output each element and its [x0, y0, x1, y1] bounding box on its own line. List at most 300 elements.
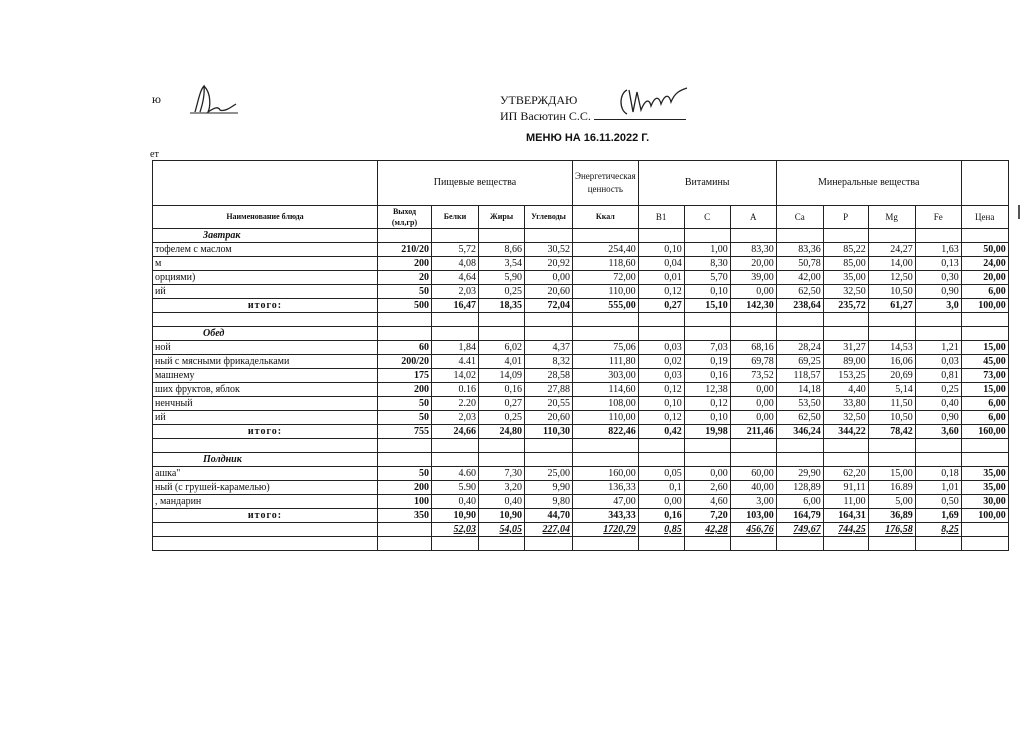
- total-cell: 100,00: [961, 509, 1008, 523]
- table-cell: 69,25: [776, 355, 823, 369]
- table-cell: 14,09: [479, 369, 525, 383]
- blank-cell: [868, 327, 915, 341]
- table-cell: 73,00: [961, 369, 1008, 383]
- total-cell: 238,64: [776, 299, 823, 313]
- grand-total-cell: 176,58: [868, 523, 915, 537]
- table-cell: 24,00: [961, 257, 1008, 271]
- table-cell: 303,00: [573, 369, 639, 383]
- blank-cell: [730, 327, 776, 341]
- table-row: [153, 285, 1009, 299]
- approver-left-fragment: ю: [152, 92, 161, 106]
- table-cell: 6,02: [479, 341, 525, 355]
- table-cell: 108,00: [573, 397, 639, 411]
- col-carbs: Углеводы: [525, 206, 573, 229]
- total-row: [153, 299, 1009, 313]
- blank-cell: [961, 161, 1008, 206]
- total-cell: 755: [378, 425, 432, 439]
- blank-cell: [432, 229, 479, 243]
- grand-total-cell: 8,25: [915, 523, 961, 537]
- table-cell: 75,06: [573, 341, 639, 355]
- grand-total-cell: [153, 523, 378, 537]
- blank-cell: [823, 327, 868, 341]
- grand-total-cell: 456,76: [730, 523, 776, 537]
- table-row: [153, 467, 1009, 481]
- dish-name: ный с мясными фрикадельками: [153, 355, 378, 369]
- col-fat: Жиры: [479, 206, 525, 229]
- total-cell: 7,20: [684, 509, 730, 523]
- table-cell: 42,00: [776, 271, 823, 285]
- table-cell: 16,06: [868, 355, 915, 369]
- blank-cell: [730, 229, 776, 243]
- table-cell: 27,88: [525, 383, 573, 397]
- table-cell: 128,89: [776, 481, 823, 495]
- table-cell: 9,90: [525, 481, 573, 495]
- table-cell: 0,81: [915, 369, 961, 383]
- table-cell: 0,40: [479, 495, 525, 509]
- table-row: [153, 369, 1009, 383]
- total-cell: 142,30: [730, 299, 776, 313]
- blank-cell: [684, 537, 730, 551]
- grand-total-cell: 52,03: [432, 523, 479, 537]
- total-cell: 164,79: [776, 509, 823, 523]
- table-cell: 4,08: [432, 257, 479, 271]
- approver-name: ИП Васютин С.С.: [500, 109, 591, 123]
- blank-cell: [915, 453, 961, 467]
- table-cell: 20,60: [525, 285, 573, 299]
- table-row: [153, 411, 1009, 425]
- table-cell: 39,00: [730, 271, 776, 285]
- total-cell: 211,46: [730, 425, 776, 439]
- table-cell: 32,50: [823, 411, 868, 425]
- total-cell: 110,30: [525, 425, 573, 439]
- table-cell: 0,40: [432, 495, 479, 509]
- col-a: A: [730, 206, 776, 229]
- grand-total-cell: [961, 523, 1008, 537]
- dish-name: ный (с грушей-карамелью): [153, 481, 378, 495]
- blank-cell: [525, 327, 573, 341]
- dish-name: ной: [153, 341, 378, 355]
- blank-cell: [776, 229, 823, 243]
- edge-mark: [1018, 205, 1020, 219]
- blank-cell: [961, 453, 1008, 467]
- table-cell: 210/20: [378, 243, 432, 257]
- table-cell: 20: [378, 271, 432, 285]
- table-cell: 14,53: [868, 341, 915, 355]
- table-cell: 0,00: [638, 495, 684, 509]
- dish-name: орциями): [153, 271, 378, 285]
- table-cell: 7,30: [479, 467, 525, 481]
- blank-cell: [684, 327, 730, 341]
- total-cell: 24,80: [479, 425, 525, 439]
- table-cell: 2.20: [432, 397, 479, 411]
- total-cell: 344,22: [823, 425, 868, 439]
- blank-cell: [432, 439, 479, 453]
- table-cell: 62,20: [823, 467, 868, 481]
- table-cell: 114,60: [573, 383, 639, 397]
- blank-cell: [638, 313, 684, 327]
- table-cell: 0,19: [684, 355, 730, 369]
- table-cell: 118,57: [776, 369, 823, 383]
- table-cell: 6,00: [961, 397, 1008, 411]
- blank-cell: [153, 313, 378, 327]
- table-cell: 110,00: [573, 411, 639, 425]
- table-cell: 0,12: [684, 397, 730, 411]
- table-cell: 0,00: [730, 397, 776, 411]
- section-title: Завтрак: [153, 229, 378, 243]
- table-cell: 50,00: [961, 243, 1008, 257]
- table-cell: 200: [378, 257, 432, 271]
- table-cell: 4,01: [479, 355, 525, 369]
- table-cell: 6,00: [961, 285, 1008, 299]
- blank-cell: [868, 439, 915, 453]
- table-row: [153, 397, 1009, 411]
- table-cell: 2,03: [432, 285, 479, 299]
- blank-cell: [638, 229, 684, 243]
- blank-cell: [868, 313, 915, 327]
- table-cell: 6,00: [961, 411, 1008, 425]
- grand-total-cell: [378, 523, 432, 537]
- blank-cell: [684, 229, 730, 243]
- total-cell: 15,10: [684, 299, 730, 313]
- total-cell: 36,89: [868, 509, 915, 523]
- table-cell: 83,30: [730, 243, 776, 257]
- table-cell: 8,66: [479, 243, 525, 257]
- blank-cell: [961, 439, 1008, 453]
- dish-name: ших фруктов, яблок: [153, 383, 378, 397]
- grand-total-row: [153, 523, 1009, 537]
- table-cell: 11,50: [868, 397, 915, 411]
- table-row: [153, 355, 1009, 369]
- blank-cell: [479, 327, 525, 341]
- section-title-row: [153, 327, 1009, 341]
- blank-cell: [525, 439, 573, 453]
- dish-name: м: [153, 257, 378, 271]
- table-row: [153, 271, 1009, 285]
- table-cell: 0,40: [915, 397, 961, 411]
- blank-cell: [961, 229, 1008, 243]
- table-cell: 53,50: [776, 397, 823, 411]
- blank-cell: [868, 537, 915, 551]
- table-cell: 5,90: [479, 271, 525, 285]
- blank-cell: [378, 313, 432, 327]
- col-fe: Fe: [915, 206, 961, 229]
- table-cell: 0,50: [915, 495, 961, 509]
- blank-cell: [638, 453, 684, 467]
- blank-cell: [153, 537, 378, 551]
- table-cell: 200/20: [378, 355, 432, 369]
- blank-cell: [432, 313, 479, 327]
- total-cell: 350: [378, 509, 432, 523]
- table-cell: 1,63: [915, 243, 961, 257]
- table-cell: 50: [378, 467, 432, 481]
- table-cell: 1,84: [432, 341, 479, 355]
- table-cell: 33,80: [823, 397, 868, 411]
- table-cell: 1,21: [915, 341, 961, 355]
- table-cell: 20,69: [868, 369, 915, 383]
- table-cell: 20,00: [730, 257, 776, 271]
- total-cell: 100,00: [961, 299, 1008, 313]
- blank-cell: [573, 313, 639, 327]
- table-cell: 10,50: [868, 285, 915, 299]
- table-cell: 40,00: [730, 481, 776, 495]
- column-header-row: [153, 206, 1009, 229]
- grand-total-cell: 0,85: [638, 523, 684, 537]
- table-cell: 0,25: [479, 411, 525, 425]
- total-cell: 1,69: [915, 509, 961, 523]
- grand-total-cell: 749,67: [776, 523, 823, 537]
- approval-title: УТВЕРЖДАЮ: [500, 93, 578, 107]
- table-cell: 60: [378, 341, 432, 355]
- table-cell: 0,16: [479, 383, 525, 397]
- blank-cell: [479, 229, 525, 243]
- table-cell: 0,00: [525, 271, 573, 285]
- table-cell: 0,03: [638, 369, 684, 383]
- grand-total-cell: 744,25: [823, 523, 868, 537]
- blank-cell: [432, 453, 479, 467]
- table-cell: 153,25: [823, 369, 868, 383]
- table-cell: 5.90: [432, 481, 479, 495]
- table-cell: 6,00: [776, 495, 823, 509]
- blank-cell: [638, 439, 684, 453]
- total-cell: 0,27: [638, 299, 684, 313]
- dish-name: , мандарин: [153, 495, 378, 509]
- table-cell: 91,11: [823, 481, 868, 495]
- spacer-row: [153, 439, 1009, 453]
- group-minerals: Минеральные вещества: [776, 161, 961, 206]
- col-name: Наименование блюда: [153, 206, 378, 229]
- table-cell: 0,00: [684, 467, 730, 481]
- table-cell: 0,01: [638, 271, 684, 285]
- total-cell: 103,00: [730, 509, 776, 523]
- table-cell: 28,24: [776, 341, 823, 355]
- table-cell: 20,55: [525, 397, 573, 411]
- blank-cell: [776, 537, 823, 551]
- table-cell: 0,12: [638, 383, 684, 397]
- blank-cell: [823, 537, 868, 551]
- table-cell: 9,80: [525, 495, 573, 509]
- table-cell: 111,80: [573, 355, 639, 369]
- blank-cell: [525, 453, 573, 467]
- blank-cell: [823, 229, 868, 243]
- group-header-row: [153, 161, 1009, 206]
- grand-total-cell: 54,05: [479, 523, 525, 537]
- spacer-row: [153, 313, 1009, 327]
- blank-cell: [479, 439, 525, 453]
- dish-name: тофелем с маслом: [153, 243, 378, 257]
- blank-cell: [153, 439, 378, 453]
- table-cell: 0,02: [638, 355, 684, 369]
- table-cell: 0,10: [638, 397, 684, 411]
- table-cell: 20,60: [525, 411, 573, 425]
- blank-cell: [823, 313, 868, 327]
- table-cell: 30,52: [525, 243, 573, 257]
- table-cell: 47,00: [573, 495, 639, 509]
- table-cell: 62,50: [776, 285, 823, 299]
- grand-total-cell: 42,28: [684, 523, 730, 537]
- table-cell: 35,00: [961, 467, 1008, 481]
- table-cell: 29,90: [776, 467, 823, 481]
- table-cell: 1,00: [684, 243, 730, 257]
- blank-cell: [573, 439, 639, 453]
- blank-cell: [378, 229, 432, 243]
- table-cell: 200: [378, 383, 432, 397]
- table-cell: 85,22: [823, 243, 868, 257]
- section-title-row: [153, 229, 1009, 243]
- table-cell: 0,18: [915, 467, 961, 481]
- total-cell: 555,00: [573, 299, 639, 313]
- blank-cell: [378, 453, 432, 467]
- blank-cell: [573, 537, 639, 551]
- table-cell: 110,00: [573, 285, 639, 299]
- col-b1: B1: [638, 206, 684, 229]
- blank-cell: [378, 439, 432, 453]
- top-left-fragment: ет: [150, 149, 159, 160]
- signature-right: [615, 80, 695, 120]
- blank-cell: [479, 313, 525, 327]
- table-cell: 0,90: [915, 411, 961, 425]
- table-cell: 160,00: [573, 467, 639, 481]
- total-label: итого:: [153, 509, 378, 523]
- table-cell: 35,00: [823, 271, 868, 285]
- table-cell: 2,60: [684, 481, 730, 495]
- total-cell: 0,42: [638, 425, 684, 439]
- blank-cell: [684, 439, 730, 453]
- blank-cell: [915, 313, 961, 327]
- blank-cell: [432, 327, 479, 341]
- table-row: [153, 481, 1009, 495]
- table-cell: 24,27: [868, 243, 915, 257]
- col-ca: Ca: [776, 206, 823, 229]
- table-cell: 0,03: [638, 341, 684, 355]
- total-cell: 3,60: [915, 425, 961, 439]
- table-cell: 25,00: [525, 467, 573, 481]
- table-row: [153, 243, 1009, 257]
- table-cell: 69,78: [730, 355, 776, 369]
- blank-cell: [823, 453, 868, 467]
- table-cell: 16.89: [868, 481, 915, 495]
- table-cell: 0,05: [638, 467, 684, 481]
- table-cell: 68,16: [730, 341, 776, 355]
- blank-cell: [730, 537, 776, 551]
- total-cell: 44,70: [525, 509, 573, 523]
- total-cell: 164,31: [823, 509, 868, 523]
- table-cell: 11,00: [823, 495, 868, 509]
- blank-cell: [479, 453, 525, 467]
- table-cell: 2,03: [432, 411, 479, 425]
- menu-table: [152, 160, 1009, 551]
- blank-cell: [915, 229, 961, 243]
- blank-cell: [684, 453, 730, 467]
- group-vitamins: Витамины: [638, 161, 776, 206]
- table-cell: 118,60: [573, 257, 639, 271]
- blank-cell: [684, 313, 730, 327]
- total-cell: 24,66: [432, 425, 479, 439]
- table-cell: 0,10: [684, 285, 730, 299]
- table-cell: 50: [378, 411, 432, 425]
- table-cell: 4,60: [684, 495, 730, 509]
- dish-name: машнему: [153, 369, 378, 383]
- table-cell: 15,00: [961, 383, 1008, 397]
- blank-cell: [961, 537, 1008, 551]
- section-title-row: [153, 453, 1009, 467]
- table-cell: 0,1: [638, 481, 684, 495]
- table-cell: 15,00: [868, 467, 915, 481]
- table-cell: 31,27: [823, 341, 868, 355]
- total-label: итого:: [153, 425, 378, 439]
- total-cell: 235,72: [823, 299, 868, 313]
- total-cell: 822,46: [573, 425, 639, 439]
- table-row: [153, 341, 1009, 355]
- table-cell: 254,40: [573, 243, 639, 257]
- table-cell: 85,00: [823, 257, 868, 271]
- table-cell: 83,36: [776, 243, 823, 257]
- table-cell: 15,00: [961, 341, 1008, 355]
- blank-cell: [525, 313, 573, 327]
- table-cell: 4.41: [432, 355, 479, 369]
- table-cell: 73,52: [730, 369, 776, 383]
- table-cell: 20,00: [961, 271, 1008, 285]
- blank-cell: [868, 229, 915, 243]
- dish-name: ий: [153, 285, 378, 299]
- blank-cell: [730, 313, 776, 327]
- total-cell: 61,27: [868, 299, 915, 313]
- section-title: Полдник: [153, 453, 378, 467]
- table-cell: 12,50: [868, 271, 915, 285]
- table-cell: 5,00: [868, 495, 915, 509]
- total-cell: 500: [378, 299, 432, 313]
- table-cell: 1,01: [915, 481, 961, 495]
- blank-cell: [776, 439, 823, 453]
- col-protein: Белки: [432, 206, 479, 229]
- table-cell: 3,20: [479, 481, 525, 495]
- blank-cell: [915, 537, 961, 551]
- grand-total-cell: 227,04: [525, 523, 573, 537]
- table-cell: 12,38: [684, 383, 730, 397]
- table-cell: 0,00: [730, 383, 776, 397]
- table-cell: 62,50: [776, 411, 823, 425]
- blank-cell: [638, 327, 684, 341]
- section-title: Обед: [153, 327, 378, 341]
- dish-name: ненчный: [153, 397, 378, 411]
- total-cell: 18,35: [479, 299, 525, 313]
- table-cell: 136,33: [573, 481, 639, 495]
- total-cell: 10,90: [479, 509, 525, 523]
- table-cell: 3,00: [730, 495, 776, 509]
- blank-cell: [776, 327, 823, 341]
- total-cell: 19,98: [684, 425, 730, 439]
- table-cell: 35,00: [961, 481, 1008, 495]
- table-row: [153, 383, 1009, 397]
- col-output: Выход (мл,гр): [378, 206, 432, 229]
- blank-cell: [432, 537, 479, 551]
- blank-cell: [823, 439, 868, 453]
- table-cell: 14,00: [868, 257, 915, 271]
- table-cell: 0,90: [915, 285, 961, 299]
- blank-cell: [638, 537, 684, 551]
- table-cell: 7,03: [684, 341, 730, 355]
- table-cell: 50,78: [776, 257, 823, 271]
- blank-cell: [378, 537, 432, 551]
- blank-cell: [915, 439, 961, 453]
- table-cell: 0,10: [638, 243, 684, 257]
- blank-cell: [153, 161, 378, 206]
- table-cell: 4.60: [432, 467, 479, 481]
- table-cell: 60,00: [730, 467, 776, 481]
- table-cell: 0,04: [638, 257, 684, 271]
- total-cell: 160,00: [961, 425, 1008, 439]
- col-c: C: [684, 206, 730, 229]
- spacer-row: [153, 537, 1009, 551]
